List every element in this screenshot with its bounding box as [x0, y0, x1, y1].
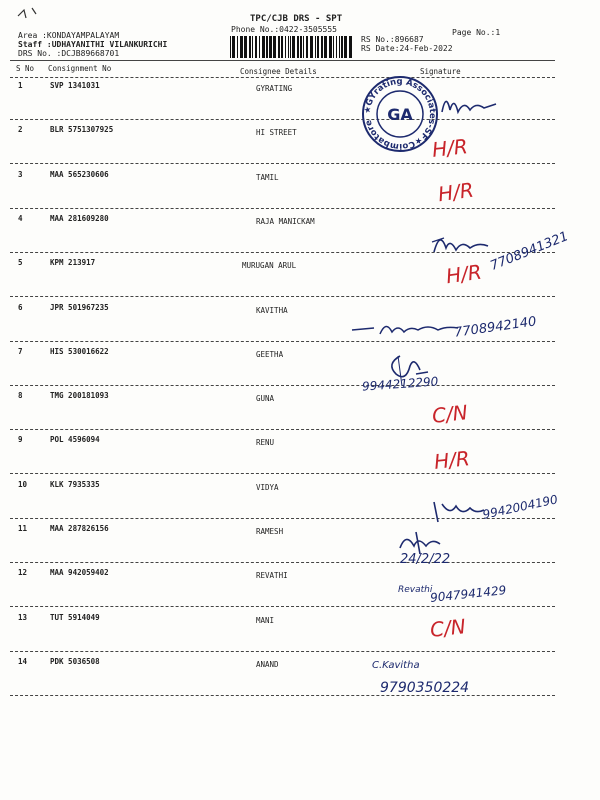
row-sno: 5 [18, 258, 23, 267]
rs-number-label: RS No.: [361, 35, 395, 44]
rs-number: 896687 [394, 35, 424, 44]
annotation-phone-row-7: 9944212290 [361, 374, 439, 394]
barcode-bar [336, 36, 337, 58]
signature-row-10 [430, 496, 490, 528]
row-consignee-name: HI STREET [256, 128, 297, 137]
barcode [230, 36, 355, 60]
barcode-bar [230, 36, 231, 58]
column-header-sno: S No [16, 64, 35, 73]
phone-label: Phone No.: [231, 25, 280, 34]
row-consignment-number: POL 4596094 [50, 435, 100, 444]
barcode-bar [288, 36, 289, 58]
row-divider [10, 429, 555, 430]
barcode-bar [315, 36, 316, 58]
barcode-bar [249, 36, 251, 58]
annotation-hir-d: H/R [432, 446, 471, 474]
row-sno: 11 [18, 524, 28, 533]
column-header-consignee: Consignee Details [240, 67, 317, 76]
row-consignee-name: RAJA MANICKAM [256, 217, 315, 226]
row-consignment-number: BLR 5751307925 [50, 125, 114, 134]
row-divider [10, 473, 555, 474]
signature-row-4 [430, 228, 500, 258]
signature-row-6 [350, 316, 470, 340]
row-sno: 2 [18, 125, 23, 134]
annotation-hir-a: H/R [430, 134, 469, 162]
header-divider [10, 60, 555, 61]
row-sno: 1 [18, 81, 23, 90]
document-title: TPC/CJB DRS - SPT [250, 14, 343, 24]
stamp-ring-text: ★GYrating Associates-SF★Coimbatore [362, 76, 438, 152]
row-consignment-number: PDK 5036508 [50, 657, 100, 666]
row-consignee-name: ANAND [256, 660, 279, 669]
annotation-cn-b: C/N [428, 614, 467, 642]
row-sno: 14 [18, 657, 28, 666]
barcode-bar [232, 36, 235, 58]
barcode-bar [341, 36, 343, 58]
barcode-bar [329, 36, 332, 58]
area-label: Area : [18, 31, 47, 40]
row-divider [10, 385, 555, 386]
annotation-hir-b: H/R [436, 177, 476, 207]
drs-value: DCJB89668701 [61, 49, 120, 58]
row-consignee-name: RAMESH [256, 527, 284, 536]
stamp-center-text: GA [387, 105, 413, 124]
annotation-phone-row-6: 7708942140 [453, 314, 538, 341]
barcode-bar [333, 36, 334, 58]
area-line [18, 31, 119, 40]
column-header-signature: Signature [420, 67, 461, 76]
staff-value: UDHAYANITHI VILANKURICHI [51, 40, 168, 49]
row-divider [10, 208, 555, 209]
barcode-bar [344, 36, 347, 58]
annotation-phone-row-12: 9047941429 [429, 583, 507, 605]
barcode-bar [244, 36, 247, 58]
page-number: 1 [495, 28, 501, 37]
row-sno: 10 [18, 480, 28, 489]
page-label: Page No.: [452, 28, 496, 37]
annotation-phone-row-10: 9942004190 [481, 492, 559, 522]
barcode-bar [237, 36, 238, 58]
annotation-phone-row-14: 9790350224 [380, 680, 470, 696]
annotation-phone-row-4: 7708941321 [488, 229, 571, 274]
row-divider [10, 341, 555, 342]
column-header-consignment: Consignment No [48, 64, 112, 73]
barcode-bar [266, 36, 268, 58]
row-sno: 13 [18, 613, 28, 622]
annotation-cn-a: C/N [430, 400, 469, 428]
barcode-bar [317, 36, 319, 58]
row-consignee-name: GYRATING [256, 84, 293, 93]
barcode-bar [240, 36, 243, 58]
row-consignee-name: GEETHA [256, 350, 284, 359]
phone-line [231, 25, 337, 34]
barcode-bar [252, 36, 253, 58]
barcode-bar [269, 36, 272, 58]
row-divider [10, 562, 555, 563]
barcode-bar [339, 36, 340, 58]
row-consignee-name: RENU [256, 438, 275, 447]
row-sno: 8 [18, 391, 23, 400]
rs-date: 24-Feb-2022 [399, 44, 453, 53]
row-consignment-number: HIS 530016622 [50, 347, 109, 356]
row-consignee-name: KAVITHA [256, 306, 288, 315]
area-value: KONDAYAMPALAYAM [46, 31, 120, 40]
row-divider [10, 163, 555, 164]
row-divider [10, 695, 555, 696]
row-consignment-number: KPM 213917 [50, 258, 96, 267]
row-consignee-name: TAMIL [256, 173, 279, 182]
annotation-hir-c: H/R [444, 259, 484, 289]
barcode-bar [306, 36, 308, 58]
staff-label: Staff : [18, 40, 52, 49]
row-consignment-number: TMG 200181093 [50, 391, 109, 400]
row-divider [10, 651, 555, 652]
rs-number-line [361, 35, 424, 44]
row-consignment-number: MAA 565230606 [50, 170, 109, 179]
barcode-bar [290, 36, 291, 58]
barcode-bar [262, 36, 265, 58]
row-divider [10, 606, 555, 607]
row-consignment-number: MAA 287826156 [50, 524, 109, 533]
row-sno: 3 [18, 170, 23, 179]
row-sno: 9 [18, 435, 23, 444]
row-consignment-number: JPR 501967235 [50, 303, 109, 312]
barcode-bar [321, 36, 323, 58]
barcode-bar [300, 36, 302, 58]
annotation-name-row-14: C.Kavitha [372, 660, 420, 671]
row-sno: 12 [18, 568, 28, 577]
row-consignee-name: REVATHI [256, 571, 288, 580]
barcode-bar [297, 36, 299, 58]
barcode-bar [273, 36, 276, 58]
barcode-bar [292, 36, 295, 58]
page-number-line [452, 28, 500, 37]
row-consignee-name: MANI [256, 616, 275, 625]
barcode-bar [303, 36, 304, 58]
barcode-bar [281, 36, 283, 58]
row-sno: 6 [18, 303, 23, 312]
barcode-bar [324, 36, 327, 58]
barcode-bar [349, 36, 352, 58]
row-consignment-number: KLK 7935335 [50, 480, 100, 489]
rs-date-label: RS Date: [361, 44, 400, 53]
drs-label: DRS No. : [18, 49, 62, 58]
drs-line [18, 49, 119, 58]
row-consignment-number: SVP 1341031 [50, 81, 100, 90]
row-consignee-name: GUNA [256, 394, 275, 403]
row-consignment-number: TUT 5914049 [50, 613, 100, 622]
annotation-name-row-12: Revathi [398, 585, 433, 595]
barcode-bar [259, 36, 260, 58]
row-consignment-number: MAA 281609280 [50, 214, 109, 223]
row-divider [10, 296, 555, 297]
barcode-bar [255, 36, 257, 58]
phone-number: 0422-3505555 [279, 25, 337, 34]
corner-scribble-icon [14, 4, 44, 26]
signature-row-1 [440, 90, 500, 120]
barcode-bar [278, 36, 280, 58]
barcode-bar [310, 36, 313, 58]
column-header-divider [10, 77, 555, 78]
staff-line [18, 40, 167, 49]
row-consignee-name: MURUGAN ARUL [242, 261, 297, 270]
barcode-bar [285, 36, 286, 58]
row-sno: 7 [18, 347, 23, 356]
row-consignee-name: VIDYA [256, 483, 279, 492]
annotation-date-row-11: 24/2/22 [400, 552, 451, 567]
row-sno: 4 [18, 214, 23, 223]
row-consignment-number: MAA 942059402 [50, 568, 109, 577]
rs-date-line [361, 44, 453, 53]
